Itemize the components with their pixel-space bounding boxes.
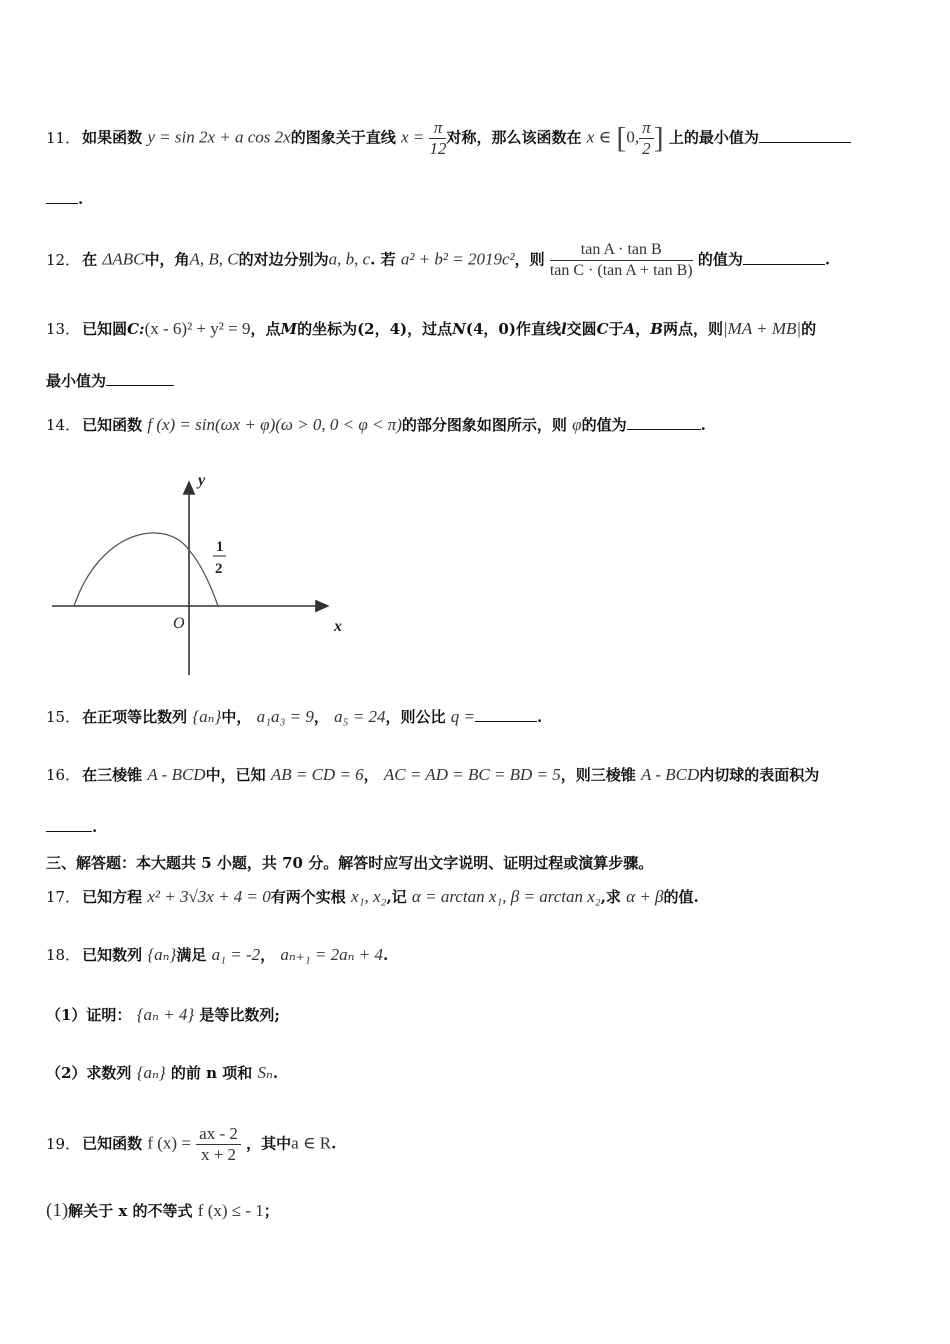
math-symbol: N <box>452 320 466 338</box>
math-symbol: C <box>596 320 609 338</box>
question-18-part-1 <box>46 1004 904 1025</box>
fraction: $\frac{\pi}{2}$ <box>639 118 654 159</box>
text: ,记 <box>386 888 407 906</box>
question-14 <box>46 414 904 435</box>
text: 于 <box>608 320 624 338</box>
question-13 <box>46 318 904 339</box>
math-expression: x² + 3√3x + 4 = 0 <box>147 887 271 906</box>
math-symbol: l <box>560 320 567 338</box>
question-12 <box>46 240 904 281</box>
text: 已知方程 <box>82 888 143 906</box>
text: 对称，那么该函数在 <box>446 128 582 147</box>
text: ， <box>260 946 276 964</box>
math-expression: a, b, c <box>328 249 371 269</box>
part-label: （1）证明： <box>46 1006 132 1024</box>
question-number: 12． <box>46 250 81 269</box>
section-heading: 三、解答题：本大题共 5 小题，共 70 分。解答时应写出文字说明、证明过程或演算步骤。 <box>46 854 654 872</box>
math-expression: a₅ = 24 <box>334 707 386 726</box>
text: ,求 <box>600 888 621 906</box>
text: ，点 <box>250 320 281 338</box>
text: 满足 <box>176 946 207 964</box>
math-symbol: C: <box>127 320 145 338</box>
math-expression: f (x) = <box>147 1133 191 1153</box>
math-expression: ΔABC <box>102 249 145 269</box>
text: ， <box>363 766 379 784</box>
text: . <box>383 946 389 964</box>
answer-blank[interactable] <box>46 191 78 204</box>
text: 已知函数 <box>82 1134 143 1153</box>
math-expression: a² + b² = 2019c² <box>400 249 515 269</box>
text: 两点，则 <box>662 320 723 338</box>
part-label: (1) <box>46 1200 69 1221</box>
math-expression: a₁ = -2 <box>211 945 261 964</box>
text: 有两个实根 <box>270 888 346 906</box>
math-expression: (x - 6)² + y² = 9 <box>144 319 251 338</box>
question-number: 13． <box>46 320 81 338</box>
text: 交圆 <box>566 320 597 338</box>
math-expression: AC = AD = BC = BD = 5 <box>383 765 561 784</box>
text: 的部分图象如图所示，则 <box>401 416 567 434</box>
math-expression: x = <box>400 127 425 147</box>
answer-blank[interactable] <box>475 709 537 722</box>
math-expression: f (x) ≤ - 1 <box>197 1201 264 1220</box>
right-bracket-icon: ] <box>653 121 664 155</box>
question-19 <box>46 1124 904 1165</box>
text: . 若 <box>370 250 396 269</box>
math-expression: x₁, x₂ <box>351 887 387 906</box>
answer-blank[interactable] <box>106 373 174 386</box>
math-expression: α = arctan x₁, β = arctan x₂ <box>411 887 601 906</box>
question-number: 15． <box>46 708 81 726</box>
text: 的 <box>801 320 817 338</box>
y-axis-label: y <box>198 472 206 489</box>
text: . <box>272 1064 279 1082</box>
text: 已知数列 <box>82 946 143 964</box>
part-label: （2）求数列 <box>46 1064 132 1082</box>
text: 已知函数 <box>82 416 143 434</box>
text: 中，角 <box>144 250 190 269</box>
sine-curve <box>74 533 218 606</box>
text: 的值. <box>663 888 699 906</box>
text: 已知圆 <box>82 320 128 338</box>
math-expression: x ∈ <box>586 127 612 147</box>
text: 的值为 <box>697 250 743 269</box>
text: . <box>331 1134 337 1153</box>
question-13-continuation <box>46 370 904 391</box>
math-expression: y = sin 2x + a cos 2x <box>147 127 291 147</box>
math-expression: Sₙ <box>257 1063 273 1082</box>
text: 最小值为 <box>46 372 107 390</box>
question-number: 19． <box>46 1134 81 1153</box>
answer-blank[interactable] <box>627 417 701 430</box>
text: ， <box>635 320 651 338</box>
text: 解关于 x 的不等式 <box>68 1202 193 1220</box>
math-expression: α + β <box>626 887 664 906</box>
text: . <box>824 250 831 269</box>
text: 在三棱锥 <box>82 766 143 784</box>
fraction: $\frac{\pi}{12}$ <box>429 118 447 158</box>
math-expression: {aₙ + 4} <box>136 1005 195 1024</box>
question-number: 17． <box>46 888 81 906</box>
question-11-continuation <box>46 190 904 208</box>
half-denominator: 2 <box>215 561 223 577</box>
half-numerator: 1 <box>216 539 224 555</box>
question-11 <box>46 118 904 159</box>
text: ，则公比 <box>385 708 446 726</box>
text: 中， <box>221 708 252 726</box>
text: 在 <box>82 250 98 269</box>
math-expression: AB = CD = 6 <box>270 765 364 784</box>
question-19-part-1 <box>46 1200 904 1222</box>
math-expression: aₙ₊₁ = 2aₙ + 4 <box>280 945 383 964</box>
text: ； <box>263 1202 279 1220</box>
math-expression: {aₙ} <box>147 945 177 964</box>
text: 在正项等比数列 <box>82 708 188 726</box>
text: 中，已知 <box>205 766 266 784</box>
question-number: 16． <box>46 766 81 784</box>
question-16-continuation <box>46 818 904 836</box>
x-axis-label: x <box>334 618 342 635</box>
math-symbol: M <box>280 320 298 338</box>
fraction: $\frac{\text{tan A · tan B}}{\text{tan C · (tan A + tan B)}}$ <box>549 241 693 279</box>
text: . <box>700 416 706 434</box>
text: 是等比数列; <box>199 1006 280 1024</box>
text: . <box>78 190 84 208</box>
math-expression: a₁a₃ = 9 <box>256 707 314 726</box>
text: 如果函数 <box>82 128 143 147</box>
answer-blank[interactable] <box>743 252 825 265</box>
question-15 <box>46 706 904 727</box>
math-expression: |MA + MB| <box>723 319 802 338</box>
question-18-part-2 <box>46 1062 904 1083</box>
text: ，则三棱锥 <box>560 766 636 784</box>
function-graph <box>46 468 366 682</box>
text: ， <box>313 708 329 726</box>
math-expression: {aₙ} <box>192 707 222 726</box>
answer-blank[interactable] <box>46 819 92 832</box>
math-expression: a ∈ R <box>291 1133 332 1153</box>
text: . <box>92 818 98 836</box>
question-16 <box>46 764 904 785</box>
question-number: 18． <box>46 946 81 964</box>
interval-start: 0, <box>626 127 640 147</box>
text: ，其中 <box>246 1134 292 1153</box>
math-expression: q = <box>450 707 476 726</box>
text: 的前 n 项和 <box>170 1064 253 1082</box>
question-number: 11． <box>46 128 81 147</box>
text: . <box>537 708 543 726</box>
math-expression: A - BCD <box>147 765 206 784</box>
text: 内切球的表面积为 <box>699 766 820 784</box>
math-expression: {aₙ} <box>136 1063 166 1082</box>
question-18 <box>46 944 904 965</box>
left-bracket-icon: [ <box>616 121 627 155</box>
text: 的图象关于直线 <box>290 128 396 147</box>
answer-blank[interactable] <box>759 130 851 143</box>
text: 的值为 <box>581 416 627 434</box>
math-symbol: φ <box>572 415 582 434</box>
question-17 <box>46 886 904 907</box>
text: 上的最小值为 <box>668 128 759 147</box>
fraction: $\frac{ax - 2}{x + 2}$ <box>196 1124 241 1165</box>
math-symbol: A <box>623 320 636 338</box>
question-number: 14． <box>46 416 81 434</box>
math-expression: A, B, C <box>189 249 239 269</box>
math-expression: A - BCD <box>641 765 700 784</box>
origin-label: O <box>173 615 185 632</box>
text: ，则 <box>514 250 545 269</box>
math-symbol: B <box>650 320 663 338</box>
text: 的坐标为(2，4)，过点 <box>297 320 453 338</box>
math-expression: f (x) = sin(ωx + φ)(ω > 0, 0 < φ < π) <box>147 415 402 434</box>
text: 的对边分别为 <box>238 250 329 269</box>
text: (4，0)作直线 <box>465 320 561 338</box>
